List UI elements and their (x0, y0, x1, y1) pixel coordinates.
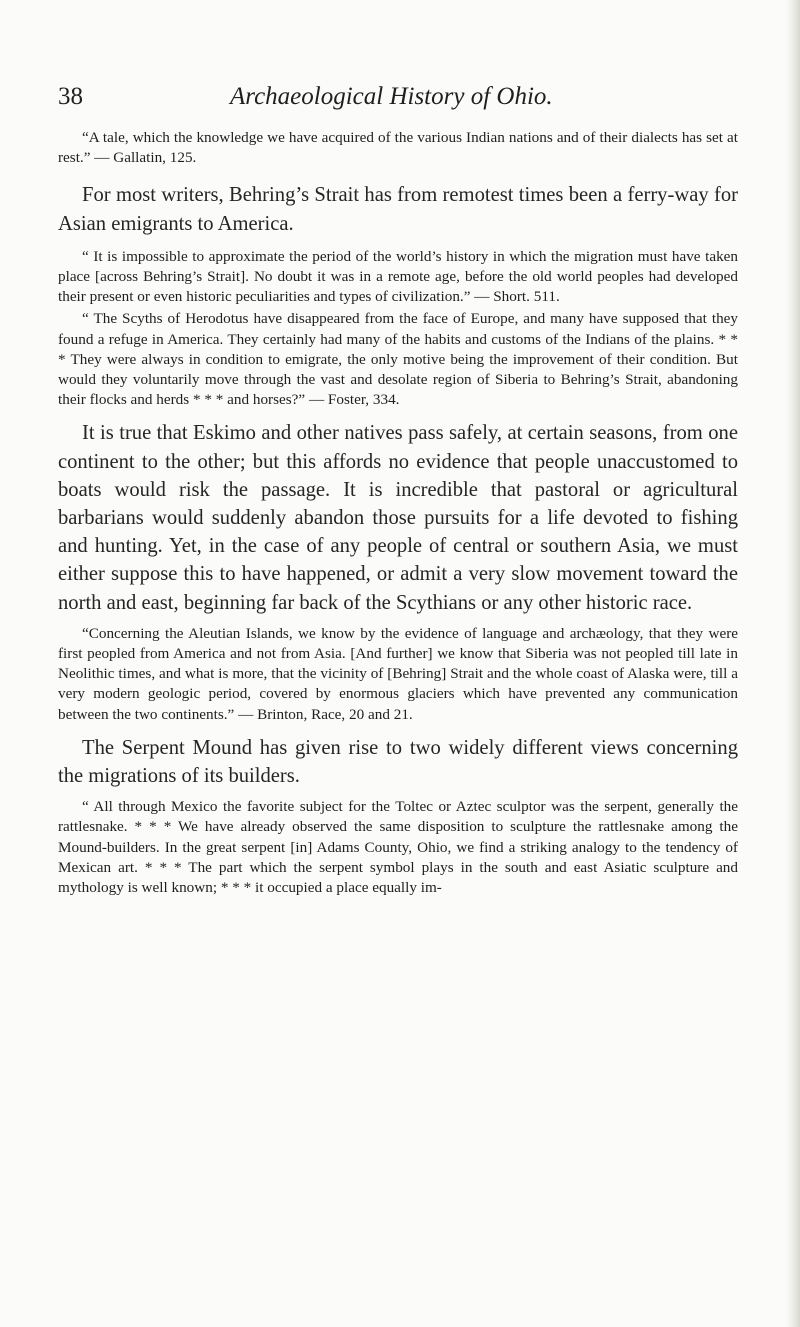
page-number: 38 (58, 83, 83, 110)
quote-gallatin: “A tale, which the knowledge we have acquired of the various Indian nations and of their dialects has set at rest.” — Gallatin, 125. (58, 129, 738, 167)
page-edge-shadow (786, 0, 800, 1327)
page-body (58, 128, 738, 898)
running-title: Archaeological History of Ohio. (230, 83, 553, 110)
paragraph-serpent-mound: The Serpent Mound has given rise to two widely different views concerning the migrations of its builders. (58, 736, 738, 788)
paragraph-eskimo: It is true that Eskimo and other natives pass safely, at certain seasons, from one continent to the other; but this affords no evidence that people unaccustomed to boats would risk the passage. It is incredible that pastoral or agricultural barbarians would suddenly abandon those pursuits for a life devoted to fishing and hunting. Yet, in the case of any people of central or southern Asia, we must either suppose this to have happened, or admit a very slow movement toward the north and east, beginning far back of the Scythians or any other historic race. (58, 422, 738, 614)
paragraph-behrings-strait: For most writers, Behring’s Strait has from remotest times been a ferry-way for Asian emigrants to America. (58, 184, 738, 235)
quote-serpent: “ All through Mexico the favorite subject for the Toltec or Aztec sculptor was the serpent, generally the rattlesnake. * * * We have already observed the same disposition to sculpture the rattlesnake among the Mound-builders. In the great serpent [in] Adams County, Ohio, we find a striking analogy to the tendency of Mexican art. * * * The part which the serpent symbol plays in the south and east Asiatic sculpture and mythology is well known; * * * it occupied a place equally im- (58, 798, 738, 897)
quote-foster: “ The Scyths of Herodotus have disappeared from the face of Europe, and many have supposed that they found a refuge in America. They certainly had many of the habits and customs of the Indians of the plains. * * * They were always in condition to emigrate, the only motive being the improvement of their condition. But would they voluntarily move through the vast and desolate region of Siberia to Behring’s Strait, abandoning their flocks and herds * * * and horses?” — Foster, 334. (58, 310, 738, 409)
quote-brinton: “Concerning the Aleutian Islands, we know by the evidence of language and archæology, that they were first peopled from America and not from Asia. [And further] we know that Siberia was not peopled till late in Neolithic times, and what is more, that the vicinity of [Behring] Strait and the whole coast of Alaska were, till a very modern geologic period, covered by enormous glaciers which have prevented any communication between the two continents.” — Brinton, Race, 20 and 21. (58, 624, 738, 723)
quote-short: “ It is impossible to approximate the period of the world’s history in which the migration must have taken place [across Behring’s Strait]. No doubt it was in a remote age, before the old world peoples had developed their present or even historic peculiarities and types of civilization.” — Short. 511. (58, 247, 738, 306)
running-head (58, 79, 738, 119)
